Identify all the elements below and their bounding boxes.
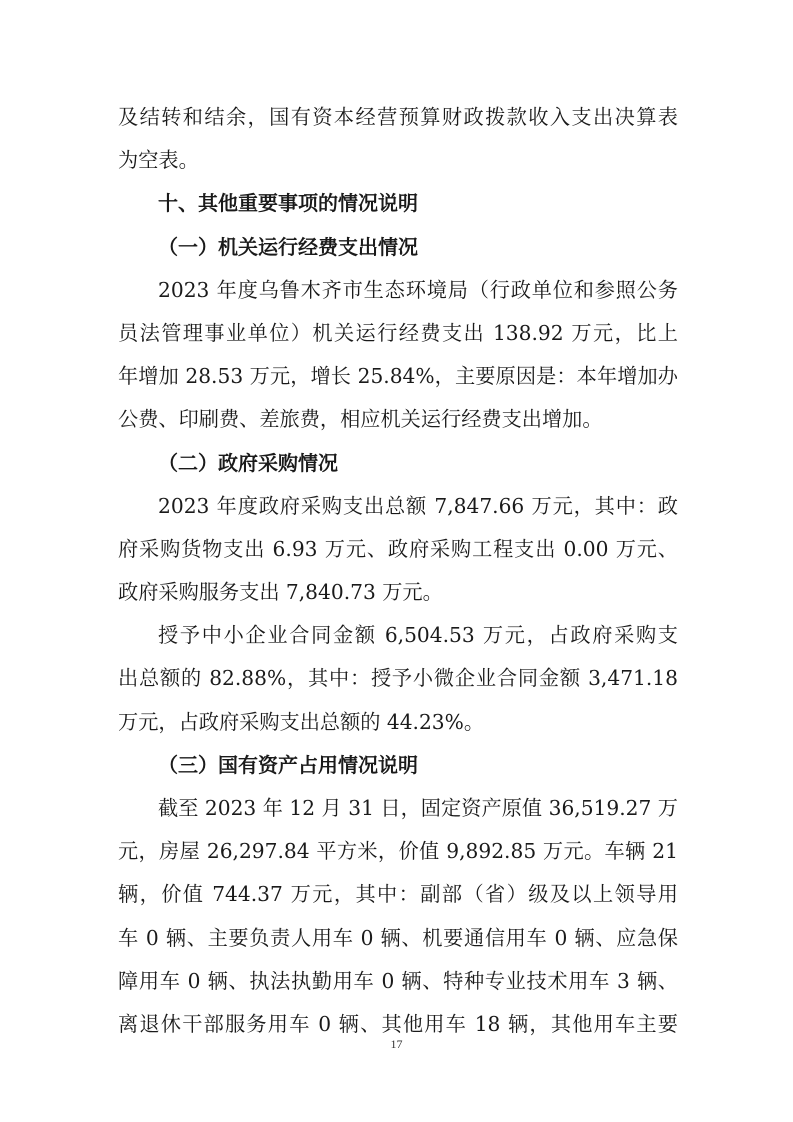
paragraph-line: 为空表。 — [118, 148, 199, 173]
paragraph-line: 离退休干部服务用车 0 辆、其他用车 18 辆，其他用车主要 — [118, 1011, 678, 1036]
paragraph-line: 出总额的 82.88%，其中：授予小微企业合同金额 3,471.18 — [118, 666, 678, 691]
subsection-heading: （二）政府采购情况 — [158, 450, 338, 475]
document-body — [118, 96, 678, 1046]
paragraph-line: 辆，价值 744.37 万元，其中：副部（省）级及以上领导用 — [118, 882, 678, 907]
paragraph-line: 公费、印刷费、差旅费，相应机关运行经费支出增加。 — [118, 407, 603, 432]
paragraph-line: 员法管理事业单位）机关运行经费支出 138.92 万元，比上 — [118, 320, 678, 345]
paragraph-line: 截至 2023 年 12 月 31 日，固定资产原值 36,519.27 万 — [158, 796, 678, 820]
paragraph-line: 授予中小企业合同金额 6,504.53 万元，占政府采购支 — [158, 623, 678, 648]
page-number: 17 — [390, 1037, 403, 1051]
paragraph-line: 年增加 28.53 万元，增长 25.84%，主要原因是：本年增加办 — [118, 364, 678, 389]
paragraph-line: 元，房屋 26,297.84 平方米，价值 9,892.85 万元。车辆 21 — [118, 839, 678, 864]
paragraph-line: 车 0 辆、主要负责人用车 0 辆、机要通信用车 0 辆、应急保 — [118, 925, 678, 950]
section-heading: 十、其他重要事项的情况说明 — [158, 191, 418, 216]
paragraph-line: 障用车 0 辆、执法执勤用车 0 辆、特种专业技术用车 3 辆、 — [118, 968, 678, 993]
subsection-heading: （三）国有资产占用情况说明 — [158, 752, 418, 777]
subsection-heading: （一）机关运行经费支出情况 — [158, 234, 418, 259]
paragraph-line: 2023 年度乌鲁木齐市生态环境局（行政单位和参照公务 — [158, 277, 678, 302]
paragraph-line: 2023 年度政府采购支出总额 7,847.66 万元，其中：政 — [158, 493, 678, 518]
paragraph-line: 政府采购服务支出 7,840.73 万元。 — [118, 580, 443, 605]
paragraph-line: 及结转和结余，国有资本经营预算财政拨款收入支出决算表 — [118, 105, 678, 129]
paragraph-line: 府采购货物支出 6.93 万元、政府采购工程支出 0.00 万元、 — [118, 536, 678, 561]
paragraph-line: 万元，占政府采购支出总额的 44.23%。 — [118, 709, 485, 734]
